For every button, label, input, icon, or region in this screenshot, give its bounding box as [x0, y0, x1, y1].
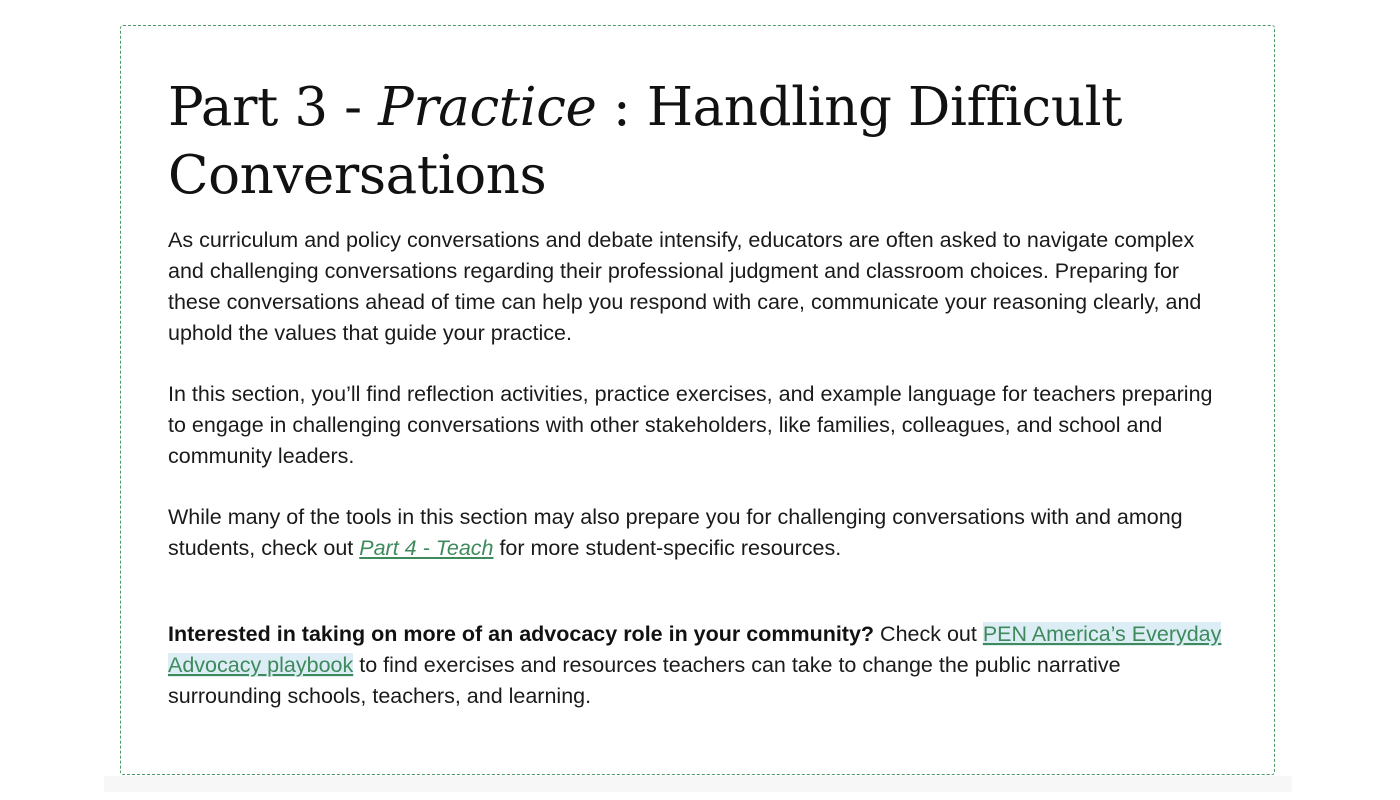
part-4-teach-link[interactable]: Part 4 - Teach [359, 536, 494, 560]
advocacy-text-before: Check out [874, 622, 983, 646]
everyday-advocacy-playbook-link[interactable]: PEN America’s Everyday Advocacy playbook [168, 622, 1222, 677]
advocacy-text-after: to find exercises and resources teachers can take to change the public narrative surrounding schools, teachers, and learning. [168, 653, 1121, 708]
tools-text-before: While many of the tools in this section may also prepare you for challenging conversations with and among students, check out [168, 505, 1183, 560]
title-prefix: Part 3 - [168, 77, 379, 138]
intro-paragraph: As curriculum and policy conversations and debate intensify, educators are often asked to navigate complex and challenging conversations regarding their professional judgment and classroom choices. Preparing for these conversations ahead of time can help you respond with care, communicate your reasoning clearly, and uphold the values that guide your practice. [168, 228, 1202, 345]
content-inner [168, 74, 1228, 712]
tools-paragraph [168, 502, 1228, 564]
page-bottom-shadow [104, 776, 1292, 792]
page-title [168, 74, 1228, 210]
section-paragraph: In this section, you’ll find reflection activities, practice exercises, and example language for teachers preparing to engage in challenging conversations with other stakeholders, like families, colleagues, and school and community leaders. [168, 382, 1213, 468]
title-italic: Practice [378, 77, 597, 138]
advocacy-paragraph [168, 619, 1228, 712]
title-suffix: : Handling Difficult Conversations [168, 77, 1123, 206]
tools-text-after: for more student-specific resources. [493, 536, 842, 560]
content-block [120, 25, 1275, 775]
advocacy-bold-text: Interested in taking on more of an advocacy role in your community? [168, 622, 875, 646]
